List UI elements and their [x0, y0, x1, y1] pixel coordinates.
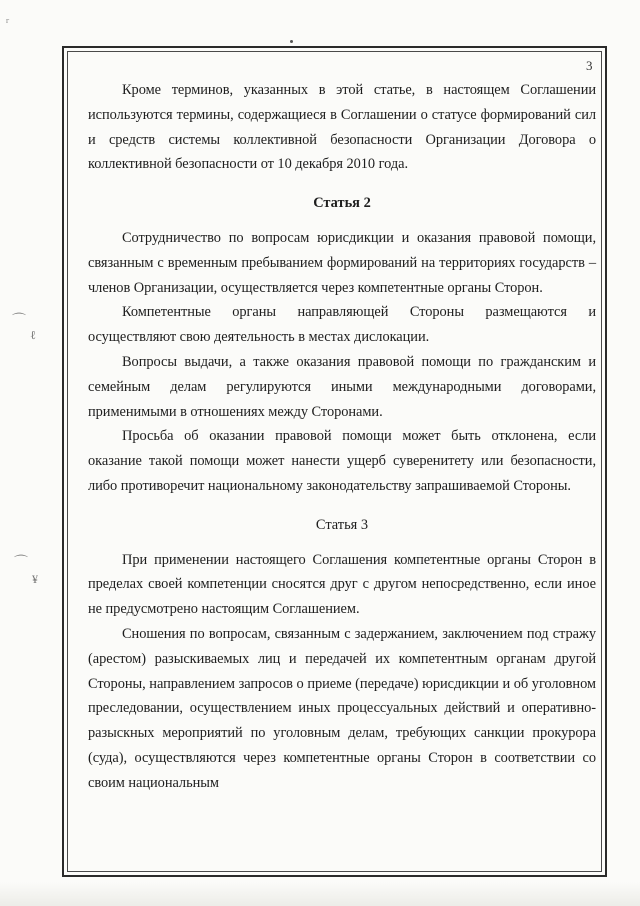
paragraph: Сотрудничество по вопросам юрисдикции и оказания правовой помощи, связанным с временным пребыванием формирований на территориях государств – членов Организации, осуществляется через компетентные органы Сторон.	[88, 229, 596, 296]
margin-mark-lower: ⌒	[14, 556, 28, 571]
paragraph: При применении настоящего Соглашения компетентные органы Сторон в пределах своей компетенции сносятся друг с другом непосредственно, если иное не предусмотрено настоящим Соглашением.	[88, 551, 596, 618]
margin-mark-upper-glyph: ℓ	[30, 328, 36, 342]
paragraph: Вопросы выдачи, а также оказания правовой помощи по гражданским и семейным делам регулируются иными международными договорами, применимыми в отношениях между Сторонами.	[88, 353, 596, 420]
paragraph: Сношения по вопросам, связанным с задержанием, заключением под стражу (арестом) разыскиваемых лиц и передачей их компетентным органам другой Стороны, направлением запросов о приеме (передаче) юрисдикции и об уголовном преследовании, осуществлением иных процессуальных действий и оперативно-разыскных мероприятий по уголовным делам, требующих санкции прокурора (суда), осуществляются через компетентные органы Сторон в соответствии со своим национальным	[88, 625, 596, 791]
section-article-3	[88, 513, 596, 796]
margin-mark-lower-glyph: ¥	[32, 572, 38, 586]
section-intro	[88, 78, 596, 177]
paragraph: Просьба об оказании правовой помощи может быть отклонена, если оказание такой помощи может нанести ущерб суверенитету или безопасности, либо противоречит национальному законодательству запрашиваемой Стороны.	[88, 428, 596, 494]
scan-dot-top	[290, 40, 293, 43]
scan-mark-top-left: г	[6, 16, 10, 25]
document-body	[88, 78, 596, 796]
margin-mark-upper: ⌒	[12, 314, 26, 329]
paragraph: Кроме терминов, указанных в этой статье, в настоящем Соглашении используются термины, содержащиеся в Соглашении о статусе формирований сил и средств системы коллективной безопасности Организации Договора о коллективной безопасности от 10 декабря 2010 года.	[88, 82, 596, 173]
scan-shadow	[0, 882, 640, 906]
article-heading: Статья 3	[315, 516, 369, 533]
paragraph: Компетентные органы направляющей Стороны размещаются и осуществляют свою деятельность в местах дислокации.	[88, 304, 596, 346]
section-article-2	[88, 191, 596, 499]
article-heading: Статья 2	[313, 195, 371, 212]
page-number: 3	[586, 58, 593, 73]
